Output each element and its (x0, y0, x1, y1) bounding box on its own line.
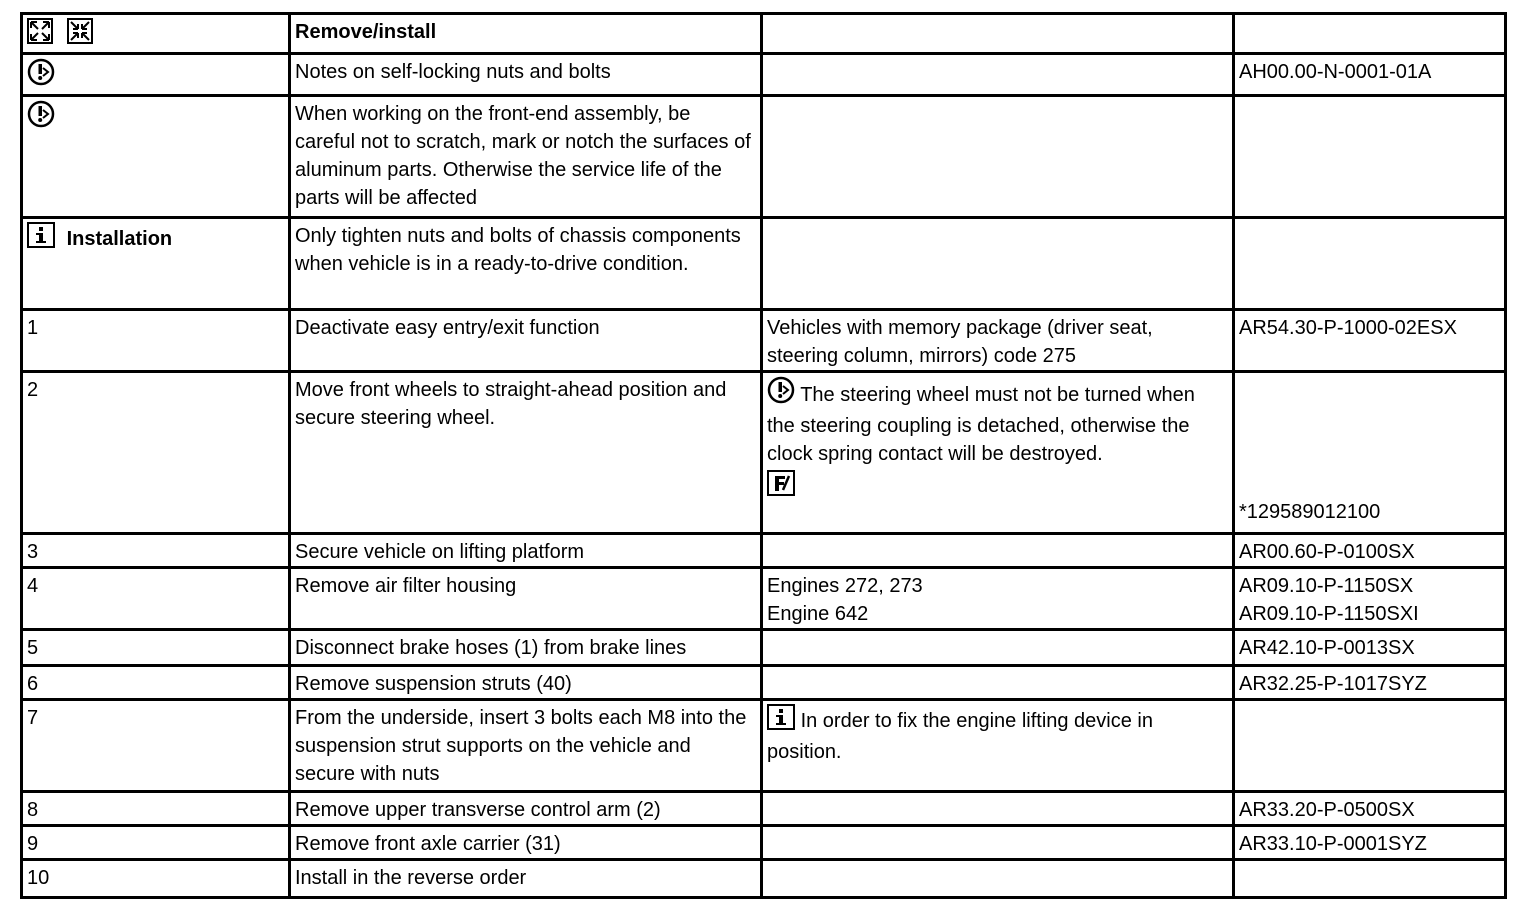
step-note (762, 860, 1234, 898)
note-text: Only tighten nuts and bolts of chassis components when vehicle is in a ready-to-drive condition. (290, 218, 762, 310)
table-row (22, 826, 1506, 860)
table-row (22, 372, 1506, 534)
table-row (22, 700, 1506, 792)
reference-cell (1234, 96, 1506, 218)
info-label-cell (22, 218, 290, 310)
reference-cell (1234, 860, 1506, 898)
step-action: Remove air filter housing (290, 568, 762, 630)
step-note: In order to fix the engine lifting device in position. (767, 710, 1153, 763)
reference-cell (1234, 218, 1506, 310)
table-row (22, 96, 1506, 218)
step-number: 9 (22, 826, 290, 860)
step-note-line: Engine 642 (767, 603, 869, 625)
table-row (22, 310, 1506, 372)
step-action: Install in the reverse order (290, 860, 762, 898)
reference-link[interactable]: AR00.60-P-0100SX (1234, 534, 1506, 568)
table-row (22, 568, 1506, 630)
header-empty-cell (1234, 14, 1506, 54)
table-row (22, 666, 1506, 700)
info-icon (767, 704, 795, 738)
step-action: Disconnect brake hoses (1) from brake lines (290, 630, 762, 666)
step-action: Remove front axle carrier (31) (290, 826, 762, 860)
empty-cell (762, 54, 1234, 96)
table-row (22, 630, 1506, 666)
step-action: Remove suspension struts (40) (290, 666, 762, 700)
info-icon (27, 222, 55, 256)
reference-link[interactable]: AR33.20-P-0500SX (1234, 792, 1506, 826)
tool-icon[interactable] (767, 470, 1227, 504)
step-action: Remove upper transverse control arm (2) (290, 792, 762, 826)
step-number: 1 (22, 310, 290, 372)
empty-cell (762, 96, 1234, 218)
collapse-icon[interactable] (67, 18, 93, 52)
header-empty-cell (762, 14, 1234, 54)
reference-cell (1234, 700, 1506, 792)
step-number: 4 (22, 568, 290, 630)
page-title: Remove/install (290, 14, 762, 54)
step-note (762, 826, 1234, 860)
icon-cell (22, 54, 290, 96)
table-row (22, 792, 1506, 826)
step-action: Secure vehicle on lifting platform (290, 534, 762, 568)
step-note-line: Engines 272, 273 (767, 575, 923, 597)
step-number: 7 (22, 700, 290, 792)
step-action: Deactivate easy entry/exit function (290, 310, 762, 372)
step-number: 8 (22, 792, 290, 826)
reference-link[interactable]: AR09.10-P-1150SX (1239, 575, 1414, 597)
reference-link[interactable]: AH00.00-N-0001-01A (1234, 54, 1506, 96)
reference-link[interactable]: AR09.10-P-1150SXI (1239, 603, 1419, 625)
icon-cell (22, 96, 290, 218)
reference-link[interactable]: AR54.30-P-1000-02ESX (1234, 310, 1506, 372)
step-action: From the underside, insert 3 bolts each M8 into the suspension strut supports on the vehicle and secure with nuts (290, 700, 762, 792)
procedure-table (20, 12, 1507, 899)
table-row (22, 860, 1506, 898)
step-action: Move front wheels to straight-ahead position and secure steering wheel. (290, 372, 762, 534)
empty-cell (762, 218, 1234, 310)
step-note (762, 792, 1234, 826)
step-note (762, 630, 1234, 666)
step-number: 6 (22, 666, 290, 700)
step-number: 10 (22, 860, 290, 898)
table-row (22, 218, 1506, 310)
step-number: 5 (22, 630, 290, 666)
header-icons-cell (22, 14, 290, 54)
caution-icon (27, 58, 55, 94)
reference-cell (1234, 568, 1506, 630)
step-number: 2 (22, 372, 290, 534)
caution-icon (27, 100, 55, 136)
step-note-cell (762, 372, 1234, 534)
step-note: Vehicles with memory package (driver seat, steering column, mirrors) code 275 (762, 310, 1234, 372)
table-row (22, 54, 1506, 96)
table-row (22, 534, 1506, 568)
step-note-cell (762, 568, 1234, 630)
note-text: Notes on self-locking nuts and bolts (290, 54, 762, 96)
step-note: The steering wheel must not be turned when the steering coupling is detached, otherwise the clock spring contact will be destroyed. (767, 384, 1195, 465)
reference-link[interactable]: *129589012100 (1234, 372, 1506, 534)
note-text: When working on the front-end assembly, be careful not to scratch, mark or notch the surfaces of aluminum parts. Otherwise the service life of the parts will be affected (290, 96, 762, 218)
reference-link[interactable]: AR42.10-P-0013SX (1234, 630, 1506, 666)
reference-link[interactable]: AR32.25-P-1017SYZ (1234, 666, 1506, 700)
step-note (762, 666, 1234, 700)
installation-label: Installation (66, 228, 173, 250)
step-note (762, 534, 1234, 568)
step-note-cell (762, 700, 1234, 792)
step-number: 3 (22, 534, 290, 568)
caution-icon (767, 376, 795, 412)
reference-link[interactable]: AR33.10-P-0001SYZ (1234, 826, 1506, 860)
expand-icon[interactable] (27, 18, 53, 52)
table-header-row (22, 14, 1506, 54)
